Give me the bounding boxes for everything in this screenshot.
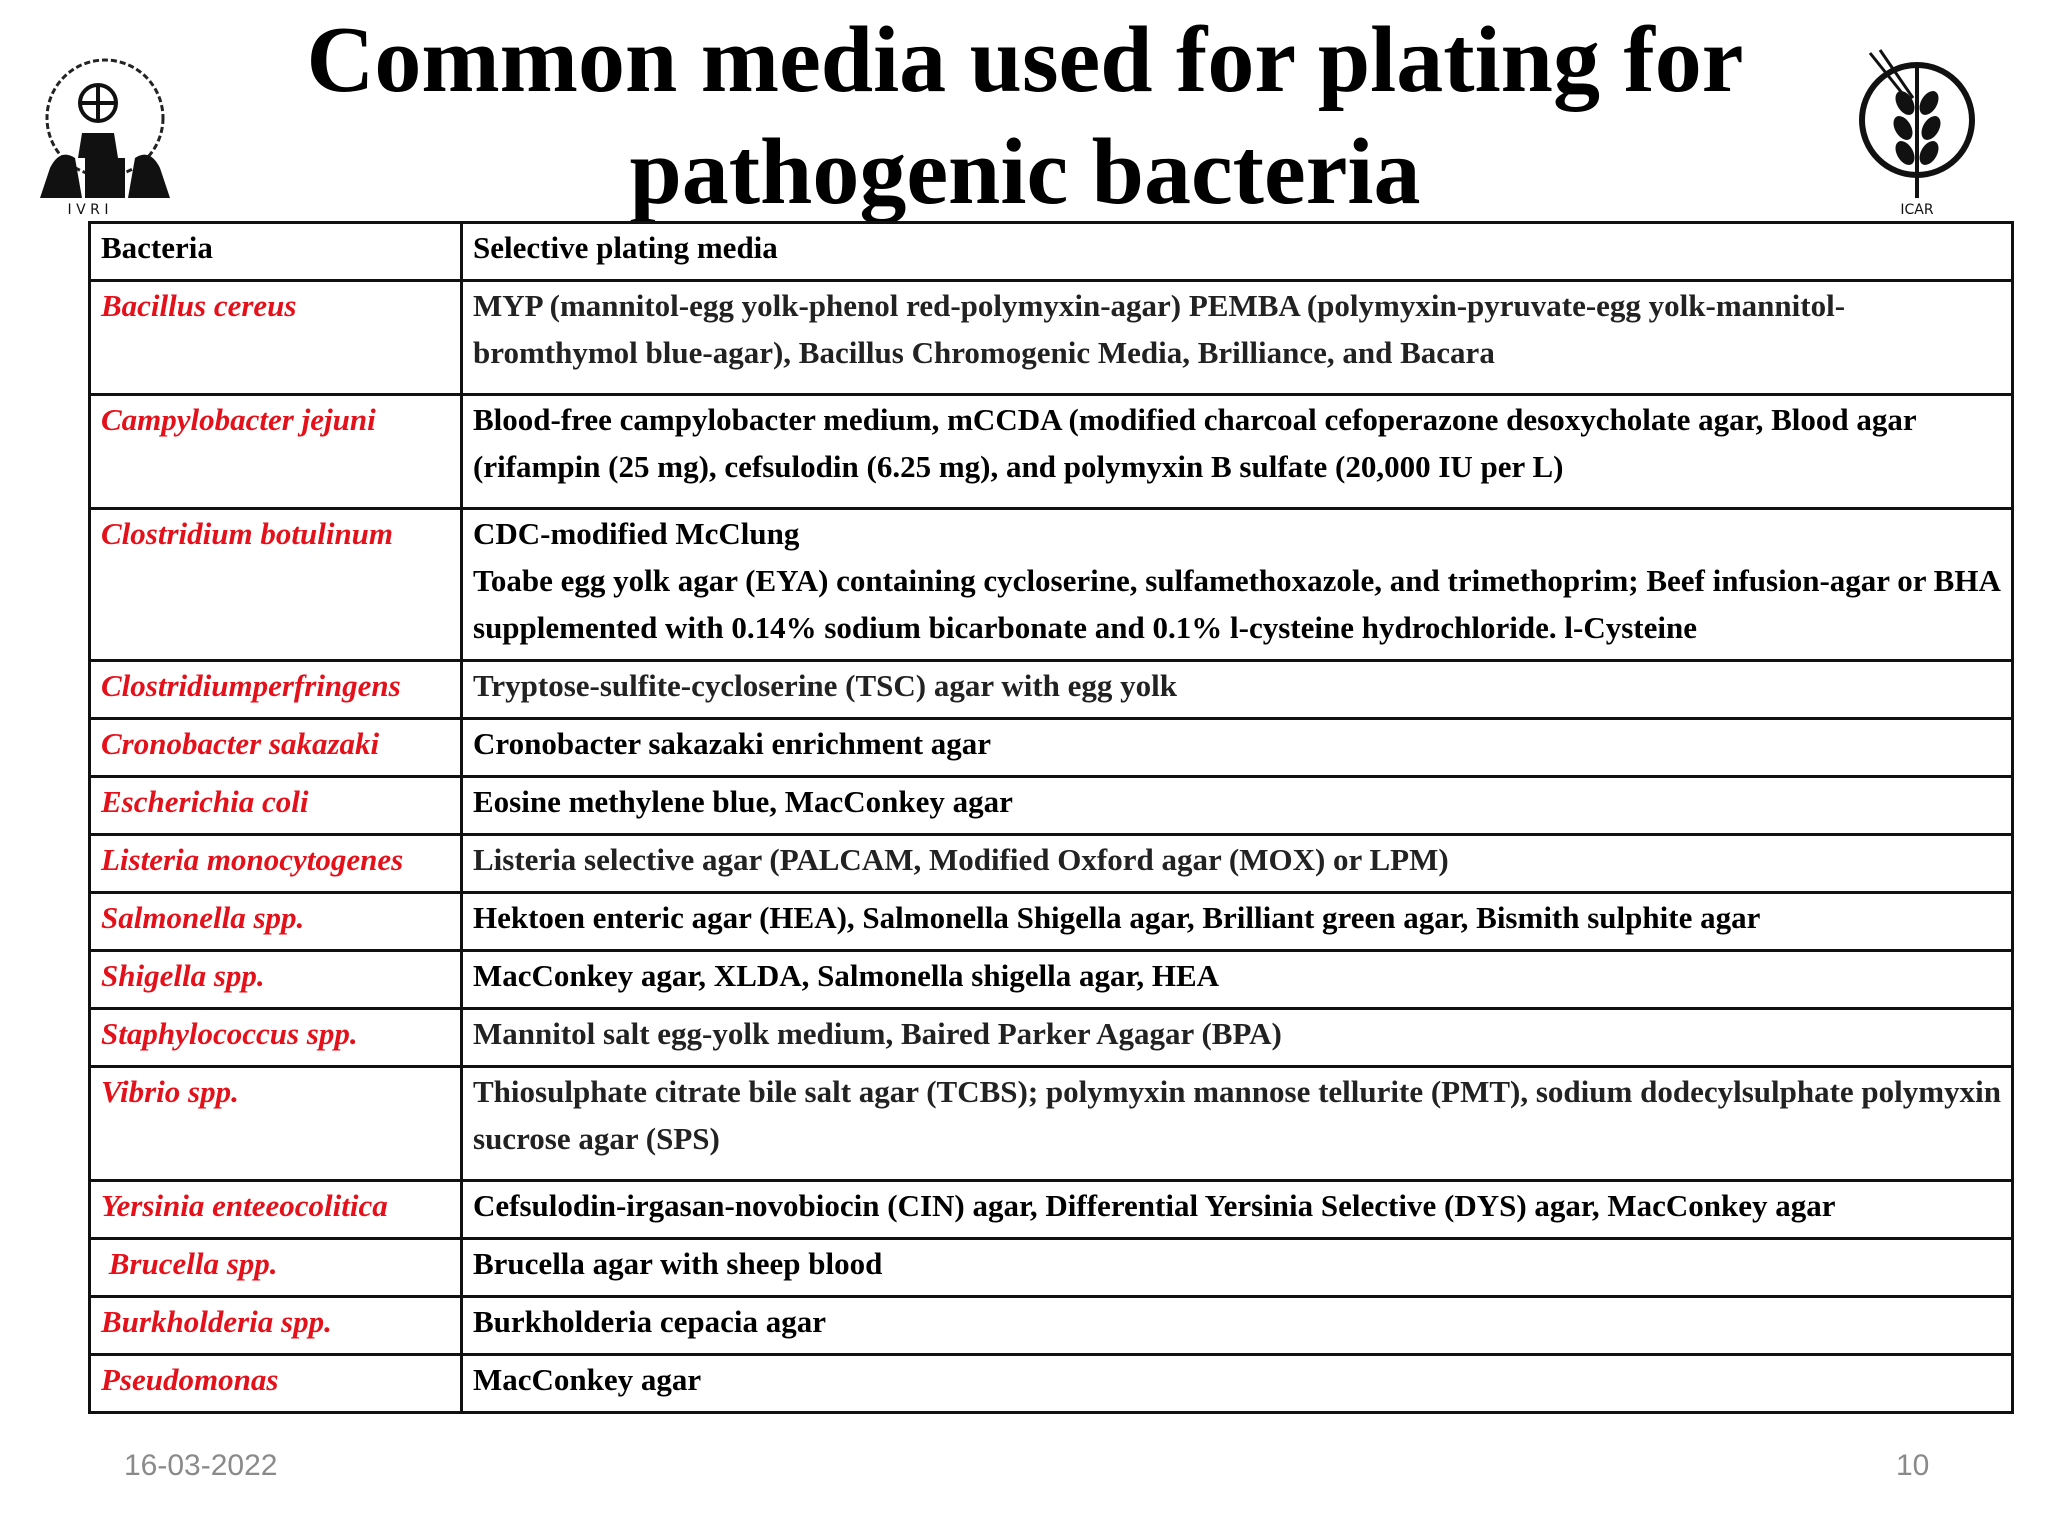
table-row (90, 1239, 2013, 1297)
table-row (90, 719, 2013, 777)
bacteria-name: Vibrio spp. (90, 1067, 462, 1181)
bacteria-name: Clostridium botulinum (90, 509, 462, 661)
media-cell: Tryptose-sulfite-cycloserine (TSC) agar with egg yolk (462, 661, 2013, 719)
media-cell: Blood-free campylobacter medium, mCCDA (modified charcoal cefoperazone desoxycholate agar, Blood agar (rifampin (25 mg), cefsulodin (6.25 mg), and polymyxin B sulfate (20,000 IU per L) (462, 395, 2013, 509)
bacteria-name: Campylobacter jejuni (90, 395, 462, 509)
table-header-row (90, 223, 2013, 281)
table-row (90, 395, 2013, 509)
media-cell: Hektoen enteric agar (HEA), Salmonella Shigella agar, Brilliant green agar, Bismith sulphite agar (462, 893, 2013, 951)
table-row (90, 951, 2013, 1009)
svg-text:ICAR: ICAR (1900, 202, 1934, 218)
bacteria-name: Clostridiumperfringens (90, 661, 462, 719)
slide-date: 16-03-2022 (124, 1449, 278, 1482)
bacteria-name: Staphylococcus spp. (90, 1009, 462, 1067)
media-cell: Cronobacter sakazaki enrichment agar (462, 719, 2013, 777)
bacteria-name: Cronobacter sakazaki (90, 719, 462, 777)
plating-media-table (88, 221, 2014, 1414)
table-row (90, 281, 2013, 395)
table-row (90, 1181, 2013, 1239)
media-cell: Mannitol salt egg-yolk medium, Baired Parker Agagar (BPA) (462, 1009, 2013, 1067)
media-cell: Eosine methylene blue, MacConkey agar (462, 777, 2013, 835)
title-line-2: pathogenic bacteria (629, 120, 1421, 224)
bacteria-name: Pseudomonas (90, 1355, 462, 1413)
header-bacteria: Bacteria (90, 223, 462, 281)
slide-title (175, 4, 1875, 228)
table-row (90, 1067, 2013, 1181)
media-cell: Burkholderia cepacia agar (462, 1297, 2013, 1355)
media-cell: MacConkey agar, XLDA, Salmonella shigella agar, HEA (462, 951, 2013, 1009)
table-body (90, 223, 2013, 1413)
bacteria-name: Shigella spp. (90, 951, 462, 1009)
icar-logo (1855, 48, 1980, 218)
table-row (90, 835, 2013, 893)
slide-page-number: 10 (1896, 1449, 1930, 1482)
media-cell (462, 509, 2013, 661)
bacteria-name: Salmonella spp. (90, 893, 462, 951)
media-cell: Cefsulodin-irgasan-novobiocin (CIN) agar, Differential Yersinia Selective (DYS) agar, MacConkey agar (462, 1181, 2013, 1239)
bacteria-name: Listeria monocytogenes (90, 835, 462, 893)
ivri-logo (30, 48, 180, 218)
bacteria-name: Escherichia coli (90, 777, 462, 835)
media-cell: Brucella agar with sheep blood (462, 1239, 2013, 1297)
bacteria-name: Brucella spp. (90, 1239, 462, 1297)
media-cell: Listeria selective agar (PALCAM, Modified Oxford agar (MOX) or LPM) (462, 835, 2013, 893)
media-cell: Thiosulphate citrate bile salt agar (TCBS); polymyxin mannose tellurite (PMT), sodium dodecylsulphate polymyxin sucrose agar (SPS) (462, 1067, 2013, 1181)
table-row (90, 661, 2013, 719)
table-row (90, 509, 2013, 661)
svg-text:I V R I: I V R I (67, 202, 109, 218)
media-line-1: CDC-modified McClung (473, 516, 800, 551)
bacteria-name: Yersinia enteeocolitica (90, 1181, 462, 1239)
media-cell: MYP (mannitol-egg yolk-phenol red-polymyxin-agar) PEMBA (polymyxin-pyruvate-egg yolk-mannitol-bromthymol blue-agar), Bacillus Chromogenic Media, Brilliance, and Bacara (462, 281, 2013, 395)
table-row (90, 1355, 2013, 1413)
table-row (90, 1297, 2013, 1355)
media-line-2: Toabe egg yolk agar (EYA) containing cycloserine, sulfamethoxazole, and trimethoprim; Beef infusion-agar or BHA supplemented with 0.14% sodium bicarbonate and 0.1% l-cysteine hydrochloride. l-Cysteine (473, 563, 2000, 645)
title-line-1: Common media used for plating for (306, 8, 1744, 112)
table-row (90, 1009, 2013, 1067)
media-cell: MacConkey agar (462, 1355, 2013, 1413)
table-row (90, 777, 2013, 835)
bacteria-name: Bacillus cereus (90, 281, 462, 395)
bacteria-name: Burkholderia spp. (90, 1297, 462, 1355)
header-media: Selective plating media (462, 223, 2013, 281)
table-row (90, 893, 2013, 951)
